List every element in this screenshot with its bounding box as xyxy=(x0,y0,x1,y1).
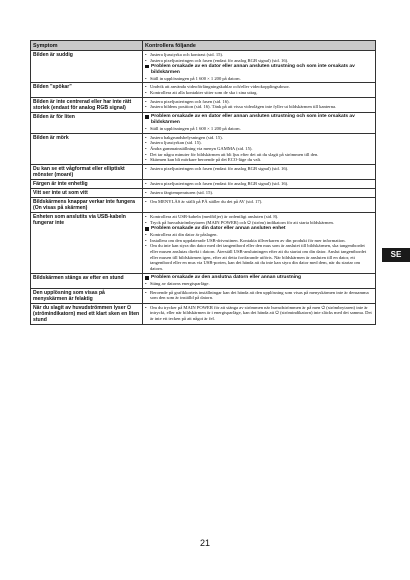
symptom-cell: Bildskärmen stängs av efter en stund xyxy=(31,273,143,288)
remedy-list xyxy=(145,52,373,63)
symptom-cell: Enheten som anslutits via USB-kabeln fungerar inte xyxy=(31,213,143,274)
symptom-cell: När du slagit av huvudströmmen lyser ⏻ (strömindikatorn) med ett klart sken en liten stund xyxy=(31,303,143,324)
remedy-list xyxy=(145,305,373,322)
remedy-item: • Om du trycker på MAIN POWER för att stänga av strömmen när huvudströmmen är på men ⏻ (strömbrytaren) inte är intryckt, eller när bildskärmen är i energisparläge, kan det hända att ⏻ (strömindikatorn) inte släcks med det samma. Det är inte ett tecken på att något är fel. xyxy=(145,305,373,322)
remedy-list xyxy=(145,126,373,132)
remedy-list xyxy=(145,181,373,187)
symptom-cell: Den upplösning som visas på menyskärmen är felaktig xyxy=(31,288,143,303)
symptom-cell: Färgen är inte enhetlig xyxy=(31,180,143,189)
remedy-item: • Installera om den uppdaterade USB-drivrutinen. Kontakta tillverkaren av din produkt för mer information. xyxy=(145,238,373,244)
remedy-cell xyxy=(143,273,376,288)
symptom-cell: Bilden är suddig xyxy=(31,51,143,83)
remedy-list xyxy=(145,232,373,272)
remedy-cell xyxy=(143,303,376,324)
table-row xyxy=(31,198,376,213)
problem-heading: Problem orsakade av din dator eller annan ansluten enhet xyxy=(145,226,373,232)
remedy-item: • Ställ in upplösningen på 1 600 × 1 200 på datorn. xyxy=(145,126,373,132)
remedy-item: • Beroende på grafikkortets inställningar kan det hända att den upplösning som visas på menyskärmen inte är densamma som den som är inställd på datorn. xyxy=(145,290,373,301)
remedy-item: • Kontrollera att alla kontakter sitter som de ska i sina uttag. xyxy=(145,90,373,96)
table-row xyxy=(31,180,376,189)
symptom-cell: Vitt ser inte ut som vitt xyxy=(31,189,143,198)
table-row xyxy=(31,165,376,180)
remedy-cell xyxy=(143,112,376,133)
language-tab: SE xyxy=(382,248,410,262)
table-row xyxy=(31,112,376,133)
remedy-list xyxy=(145,214,373,225)
remedy-item: • Kontrollera att USB-kabeln (medföljer) är ordentligt ansluten (sid. 8). xyxy=(145,214,373,220)
remedy-cell xyxy=(143,165,376,180)
table-row xyxy=(31,189,376,198)
remedy-item: • Justera bakgrundsbelysningen (sid. 15). xyxy=(145,135,373,141)
remedy-list xyxy=(145,166,373,172)
symptom-cell: Bilden är inte centrerad eller har inte rätt storlek (endast för analog RGB signal) xyxy=(31,97,143,112)
remedy-item: • Justera bildens position (sid. 16). Tänk på att vissa videolägen inte fyller ut bildskärmen till kanterna. xyxy=(145,104,373,110)
remedy-item: • Ändra gammainställning via menyn GAMMA (sid. 15). xyxy=(145,146,373,152)
remedy-list xyxy=(145,84,373,95)
remedy-cell xyxy=(143,51,376,83)
remedy-item: • Undvik att använda videoförlängningskablar och/eller videokopplingsdosor. xyxy=(145,84,373,90)
problem-heading: Problem orsakade av den anslutna datorn eller annan utrustning xyxy=(145,275,373,281)
remedy-item: • Justera pixeljusteringen och fasen (sid. 16). xyxy=(145,99,373,105)
table-row xyxy=(31,83,376,97)
table-row xyxy=(31,213,376,274)
remedy-list xyxy=(145,199,373,205)
remedy-item: • Skärmen kan bli mörkare beroende på det ECO-läge du valt. xyxy=(145,157,373,163)
remedy-item: • Justera pixeljusteringen och fasen (endast för analog RGB signal) (sid. 16). xyxy=(145,181,373,187)
remedy-cell xyxy=(143,189,376,198)
remedy-list xyxy=(145,135,373,163)
remedy-list xyxy=(145,99,373,110)
remedy-cell xyxy=(143,83,376,97)
table-header-row xyxy=(31,41,376,51)
remedy-item: • Justera ljusstyrkan (sid. 15). xyxy=(145,140,373,146)
remedy-cell xyxy=(143,198,376,213)
remedy-item: • Stäng av datorns energisparläge. xyxy=(145,281,373,287)
symptom-cell: Bilden ”spökar” xyxy=(31,83,143,97)
remedy-item: • Ställ in upplösningen på 1 600 × 1 200 på datorn. xyxy=(145,76,373,82)
table-row xyxy=(31,303,376,324)
table-row xyxy=(31,133,376,164)
remedy-list xyxy=(145,281,373,287)
table-body xyxy=(31,51,376,325)
remedy-cell xyxy=(143,213,376,274)
remedy-item: • Tryck på huvudströmbrytaren (MAIN POWER) och ⏻ (ström) indikatorn för att starta bildskärmen. xyxy=(145,220,373,226)
remedy-item: • Om MENYLÅS är ställt på PÅ ställer du det på AV (sid. 17). xyxy=(145,199,373,205)
table-row xyxy=(31,51,376,83)
remedy-item: • Om du inte kan styra din dator med det tangentbord eller den mus som är anslutet till bildskärmen, ska tangentbordet eller musen anslutas direkt i datorn. Återställ USB-anslutningen efter att du startat om din dator. Anslut tangentbordet eller musen till bildskärmen igen, efter att detta fortfarande utförts. När bildskärmen är ansluten till en dator, ett tangentbord eller en mus via USB-porten, kan det hända att du inte kan styra din dator med dem, när du startar om datorn. xyxy=(145,243,373,271)
problem-heading: Problem orsakade av en dator eller annan ansluten utrustning och som inte orsakats av bildskärmen xyxy=(145,114,373,126)
symptom-cell: Bilden är för liten xyxy=(31,112,143,133)
remedy-item: • Justera färgtemperaturen (sid. 15). xyxy=(145,190,373,196)
remedy-item: • Kontrollera att din dator är påslagen. xyxy=(145,232,373,238)
remedy-cell xyxy=(143,180,376,189)
remedy-cell xyxy=(143,97,376,112)
header-symptom: Symptom xyxy=(31,41,143,51)
symptom-cell: Bilden är mörk xyxy=(31,133,143,164)
page-number: 21 xyxy=(199,538,210,548)
symptom-cell: Bildskärmens knappar verkar inte fungera (On visas på skärmen) xyxy=(31,198,143,213)
remedy-item: • Justera pixeljusteringen och fasen (endast för analog RGB signal) (sid. 16). xyxy=(145,58,373,64)
remedy-item: • Justera pixeljusteringen och fasen (endast för analog RGB signal) (sid. 16). xyxy=(145,166,373,172)
table-row xyxy=(31,97,376,112)
problem-heading: Problem orsakade av en dator eller annan ansluten utrustning och som inte orsakats av bildskärmen xyxy=(145,64,373,76)
remedy-list xyxy=(145,190,373,196)
remedy-item: • Det tar några minuter för bildskärmen att bli ljus efter det att du slagit på strömmen till den. xyxy=(145,152,373,158)
remedy-cell xyxy=(143,133,376,164)
table-row xyxy=(31,288,376,303)
page-content xyxy=(30,40,376,325)
remedy-cell xyxy=(143,288,376,303)
header-check: Kontrollera följande xyxy=(143,41,376,51)
table-row xyxy=(31,273,376,288)
remedy-list xyxy=(145,290,373,301)
troubleshooting-table xyxy=(30,40,376,325)
symptom-cell: Du kan se ett vågformat eller elliptiskt mönster (moaré) xyxy=(31,165,143,180)
remedy-item: • Justera ljusstyrka och kontrast (sid. 15). xyxy=(145,52,373,58)
remedy-list xyxy=(145,76,373,82)
